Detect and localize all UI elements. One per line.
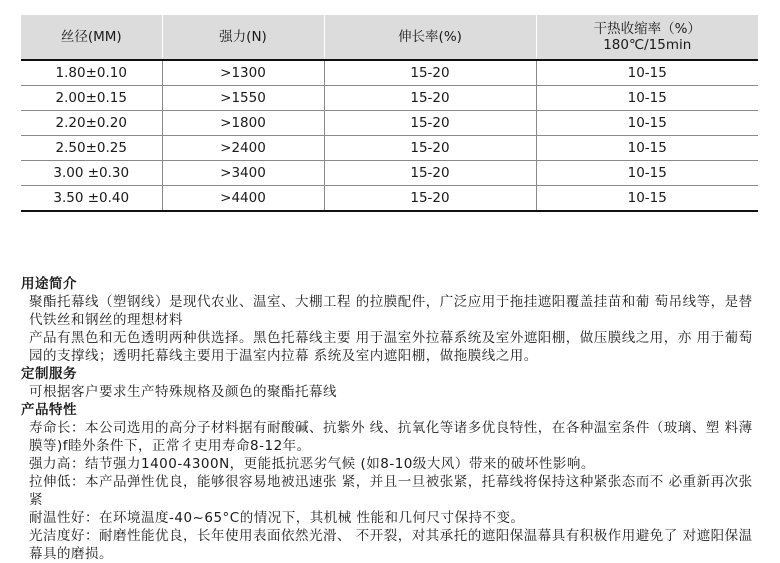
table-row	[21, 186, 758, 212]
cell-diameter: 3.00 ±0.30	[21, 161, 162, 186]
cell-shrinkage: 10-15	[536, 161, 758, 186]
feature-low-stretch: 拉伸低：本产品弹性优良，能够很容易地被迅速张 紧，并且一旦被张紧，托幕线将保持这种紧张态而不 必重新再次张紧	[29, 474, 753, 508]
table-row	[21, 136, 758, 161]
cell-diameter: 2.00±0.15	[21, 86, 162, 111]
cell-elongation: 15-20	[324, 186, 536, 212]
cell-diameter: 2.20±0.20	[21, 111, 162, 136]
cell-shrinkage: 10-15	[536, 60, 758, 86]
spec-table	[21, 15, 758, 212]
cell-diameter: 3.50 ±0.40	[21, 186, 162, 212]
paragraph-custom: 可根据客户要求生产特殊规格及颜色的聚酯托幕线	[29, 384, 337, 400]
header-row	[21, 15, 758, 60]
header-shrinkage-title: 干热收缩率（%）	[593, 21, 701, 37]
header-elongation: 伸长率(%)	[324, 15, 536, 60]
header-shrinkage-condition: 180℃/15min	[603, 37, 692, 53]
cell-strength: >1550	[162, 86, 324, 111]
cell-shrinkage: 10-15	[536, 86, 758, 111]
paragraph-colors: 产品有黑色和无色透明两种供选择。黑色托幕线主要 用于温室外拉幕系统及室外遮阳棚，做压膜线之用，亦 用于葡萄园的支撑线；透明托幕线主要用于温室内拉幕 系统及室内遮阳棚，做拖膜线之用。	[29, 330, 753, 364]
header-diameter: 丝径(MM)	[21, 15, 162, 60]
header-strength: 强力(N)	[162, 15, 324, 60]
section-heading-features: 产品特性	[21, 402, 77, 418]
cell-strength: >2400	[162, 136, 324, 161]
feature-temperature: 耐温性好：在环境温度-40~65°C的情况下，其机械 性能和几何尺寸保持不变。	[29, 510, 525, 526]
feature-smoothness: 光洁度好：耐磨性能优良，长年使用表面依然光滑、 不开裂，对其承托的遮阳保温幕具有积极作用避免了 对遮阳保温幕具的磨损。	[29, 528, 753, 562]
cell-elongation: 15-20	[324, 111, 536, 136]
table-row	[21, 86, 758, 111]
cell-elongation: 15-20	[324, 86, 536, 111]
cell-elongation: 15-20	[324, 60, 536, 86]
table-row	[21, 111, 758, 136]
cell-elongation: 15-20	[324, 136, 536, 161]
cell-strength: >1300	[162, 60, 324, 86]
feature-high-strength: 强力高：结节强力1400-4300N，更能抵抗恶劣气候 (如8-10级大风）带来的破坏性影响。	[29, 456, 595, 472]
header-shrinkage	[536, 15, 758, 60]
cell-diameter: 2.50±0.25	[21, 136, 162, 161]
feature-long-life: 寿命长：本公司选用的高分子材料据有耐酸碱、抗紫外 线、抗氧化等诸多优良特性，在各种温室条件（玻璃、塑 料薄膜等)f睦外条件下，正常彳吏用寿命8-12年。	[29, 420, 753, 454]
table-row	[21, 161, 758, 186]
section-heading-custom: 定制服务	[21, 366, 77, 382]
cell-shrinkage: 10-15	[536, 111, 758, 136]
cell-diameter: 1.80±0.10	[21, 60, 162, 86]
section-heading-usage: 用途简介	[21, 276, 77, 292]
cell-strength: >1800	[162, 111, 324, 136]
table-row	[21, 60, 758, 86]
paragraph-usage: 聚酯托幕线（塑钢线）是现代农业、温室、大棚工程 的拉膜配件，广泛应用于拖挂遮阳覆盖挂苗和葡 萄吊线等，是替代铁丝和钢丝的理想材料	[29, 294, 753, 328]
cell-elongation: 15-20	[324, 161, 536, 186]
cell-strength: >3400	[162, 161, 324, 186]
cell-shrinkage: 10-15	[536, 136, 758, 161]
cell-strength: >4400	[162, 186, 324, 212]
cell-shrinkage: 10-15	[536, 186, 758, 212]
product-description	[21, 275, 766, 563]
